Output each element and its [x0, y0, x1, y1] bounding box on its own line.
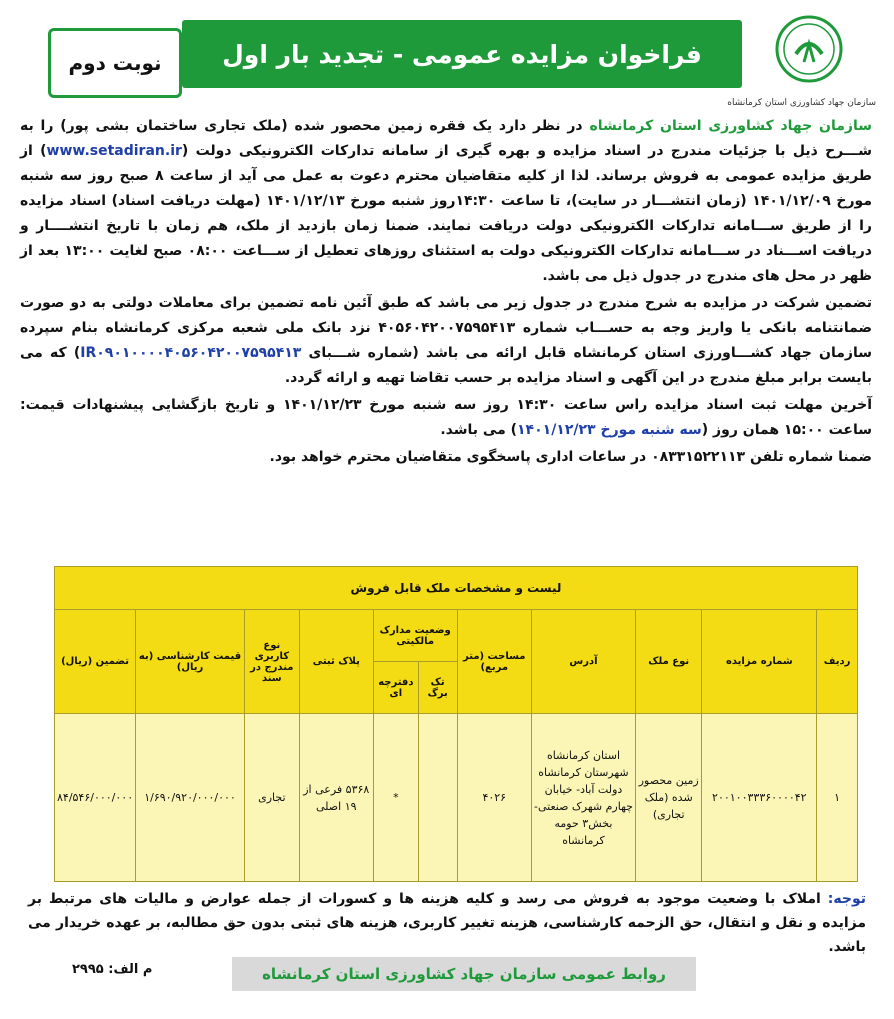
cell-address: استان کرمانشاه شهرستان کرمانشاه دولت آباد- خیابان چهارم شهرک صنعتی- بخش۳ حومه کرمانشاه [531, 714, 635, 882]
org-caption: سازمان جهاد کشاورزی استان کرمانشاه [727, 98, 876, 108]
opening-date: سه شنبه مورخ ۱۴۰۱/۱۲/۲۳ [517, 422, 702, 438]
cell-row-no: ۱ [817, 714, 858, 882]
org-name: سازمان جهاد کشاورزی استان کرمانشاه [589, 118, 873, 134]
note [28, 887, 866, 959]
header-plate: پلاک ثبتی [299, 610, 373, 714]
cell-plate: ۵۳۶۸ فرعی از ۱۹ اصلی [299, 714, 373, 882]
header-usage: نوع کاربری مندرج در سند [244, 610, 299, 714]
cell-deed-single [418, 714, 457, 882]
round-badge [48, 28, 182, 98]
table-row [55, 714, 858, 882]
paragraph-phone: ضمنا شماره تلفن ۰۸۳۳۱۵۲۲۱۱۳ در ساعات اداری پاسخگوی متقاضیان محترم خواهد بود. [269, 449, 872, 465]
table-caption: لیست و مشخصات ملک قابل فروش [55, 567, 858, 610]
title-banner [182, 20, 742, 88]
cell-guarantee: ۸۴/۵۴۶/۰۰۰/۰۰۰ [55, 714, 136, 882]
header-auction-no: شماره مزایده [702, 610, 817, 714]
ad-header [10, 8, 884, 108]
cell-auction-no: ۲۰۰۱۰۰۳۳۳۶۰۰۰۰۴۲ [702, 714, 817, 882]
website-link[interactable]: www.setadiran.ir [46, 143, 182, 159]
header-property-type: نوع ملک [635, 610, 701, 714]
round-label: نوبت دوم [68, 51, 162, 75]
footer-banner [232, 957, 696, 991]
paragraph-deadline: آخرین مهلت ثبت اسناد مزایده راس ساعت ۱۴:۳۰ روز سه شنبه مورخ ۱۴۰۱/۱۲/۲۳ و تاریخ بازگشایی پیشنهادات قیمت: ساعت ۱۵:۰۰ همان روز (سه شنبه مورخ ۱۴۰۱/۱۲/۲۳) می باشد. [20, 397, 873, 438]
header-guarantee: تضمین (ریال) [55, 610, 136, 714]
footer-text: روابط عمومی سازمان جهاد کشاورزی استان کرمانشاه [262, 965, 666, 983]
paragraph-guarantee: تضمین شرکت در مزایده به شرح مندرج در جدول زیر می باشد که طبق آئین نامه تضمین برای معاملات دولتی به دو صورت ضمانتنامه بانکی یا واریز وجه به حســـاب شماره ۴۰۵۶۰۴۲۰۰۷۵۹۵۴۱۳ نزد بانک ملی شعبه مرکزی کرمانشاه بنام سپرده سازمان جهاد کشـــاورزی استان کرمانشاه قابل ارائه می باشد (شماره شـــبای IR۰۹۰۱۰۰۰۰۴۰۵۶۰۴۲۰۰۷۵۹۵۴۱۳) که می بایست برابر مبلغ مندرج در این آگهی و اسناد مزایده بر حسب تقاضا تهیه و ارائه گردد. [20, 295, 872, 386]
cell-area: ۴۰۲۶ [457, 714, 531, 882]
cell-expert-price: ۱/۶۹۰/۹۲۰/۰۰۰/۰۰۰ [136, 714, 245, 882]
header-deed-single: تک برگ [418, 662, 457, 714]
ad-title: فراخوان مزایده عمومی - تجدید بار اول [222, 39, 702, 69]
cell-usage: تجاری [244, 714, 299, 882]
header-address: آدرس [531, 610, 635, 714]
note-text: املاک با وضعیت موجود به فروش می رسد و کلیه هزینه ها و کسورات از جمله عوارض و مالیات های مرتبط بر مزایده و نقل و انتقال، حق الزحمه کارشناسی، هزینه تغییر کاربری، هزینه های ثبتی بدون حق مطالبه، بر عهده خریدار می باشد. [28, 891, 866, 955]
property-table [54, 566, 858, 882]
header-ownership: وضعیت مدارک مالکیتی [373, 610, 457, 662]
header-deed-book: دفترچه ای [373, 662, 418, 714]
header-row-no: ردیف [817, 610, 858, 714]
iban: IR۰۹۰۱۰۰۰۰۴۰۵۶۰۴۲۰۰۷۵۹۵۴۱۳ [80, 345, 302, 361]
cell-property-type: زمین محصور شده (ملک تجاری) [635, 714, 701, 882]
header-expert-price: قیمت کارشناسی (به ریال) [136, 610, 245, 714]
cell-deed-book: * [373, 714, 418, 882]
paragraph-intro: سازمان جهاد کشاورزی استان کرمانشاه در نظر دارد یک فقره زمین محصور شده (ملک تجاری ساختمان بشی پور) را به شـــرح ذیل با جزئیات مندرج در اسناد مزایده و بهره گیری از سامانه تدارکات الکترونیکی دولت (www.setadiran.ir) از طریق مزایده عمومی به فروش برساند. لذا از کلیه متقاضیان محترم دعوت به عمل می آید از ساعت ۸ صبح روز سه شنبه مورخ ۱۴۰۱/۱۲/۰۹ (زمان انتشـــار در سایت)، تا ساعت ۱۴:۳۰روز شنبه مورخ ۱۴۰۱/۱۲/۱۳ (مهلت دریافت اسناد) اسناد مزایده را از طریق ســـامانه تدارکات الکترونیکی دولت دریافت نمایند. ضمنا زمان بازدید از ملک، هم زمان با تاریخ انتشــــار و دریافت اســـناد در ســـامانه تدارکات الکترونیکی دولت به استثنای روزهای تعطیل از ســـاعت ۰۸:۰۰ صبح لغایت ۱۳:۰۰ بعد از ظهر در محل های مندرج در جدول ذیل می باشد. [20, 118, 873, 284]
note-label: توجه: [827, 891, 866, 907]
reference-number: م الف: ۲۹۹۵ [72, 962, 153, 977]
organization-logo [774, 14, 844, 84]
header-area: مساحت (متر مربع) [457, 610, 531, 714]
ad-body [20, 114, 872, 472]
